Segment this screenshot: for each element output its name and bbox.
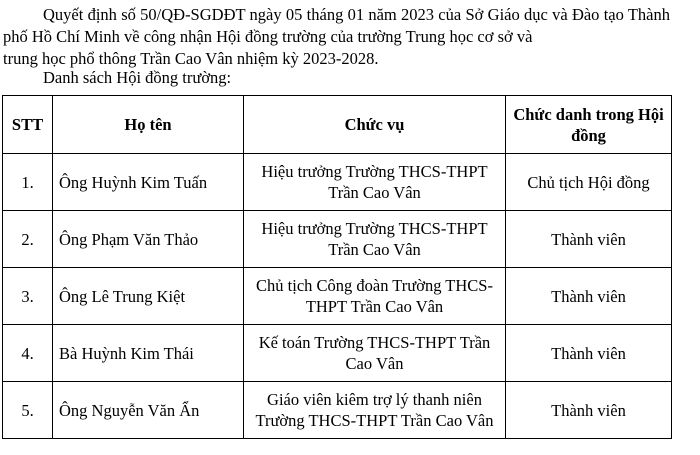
table-row (3, 325, 672, 382)
cell-role: Thành viên (506, 268, 672, 325)
header-role: Chức danh trong Hội đồng (506, 96, 672, 154)
table-row (3, 382, 672, 439)
cell-stt: 4. (3, 325, 53, 382)
cell-role: Thành viên (506, 382, 672, 439)
cell-role: Thành viên (506, 211, 672, 268)
council-table (2, 95, 672, 439)
cell-name: Ông Phạm Văn Thảo (53, 211, 244, 268)
cell-role: Thành viên (506, 325, 672, 382)
cell-stt: 5. (3, 382, 53, 439)
cell-position: Chủ tịch Công đoàn Trường THCS-THPT Trần Cao Vân (244, 268, 506, 325)
table-row (3, 268, 672, 325)
intro-paragraph (3, 4, 670, 70)
cell-position: Hiệu trưởng Trường THCS-THPT Trần Cao Vân (244, 154, 506, 211)
cell-stt: 1. (3, 154, 53, 211)
cell-position: Kế toán Trường THCS-THPT Trần Cao Vân (244, 325, 506, 382)
cell-position: Giáo viên kiêm trợ lý thanh niên Trường THCS-THPT Trần Cao Vân (244, 382, 506, 439)
cell-role: Chủ tịch Hội đồng (506, 154, 672, 211)
table-row (3, 211, 672, 268)
cell-name: Ông Nguyễn Văn Ẩn (53, 382, 244, 439)
list-label: Danh sách Hội đồng trường: (43, 68, 232, 87)
cell-stt: 2. (3, 211, 53, 268)
cell-name: Ông Lê Trung Kiệt (53, 268, 244, 325)
table-header-row (3, 96, 672, 154)
header-name: Họ tên (53, 96, 244, 154)
intro-line: Quyết định số 50/QĐ-SGDĐT ngày 05 tháng 01 năm 2023 của Sở Giáo dục và Đào tạo Thành phố Hồ Chí Minh về công nhận Hội đồng trường của trường Trung học cơ sở và (3, 5, 670, 46)
cell-stt: 3. (3, 268, 53, 325)
cell-position: Hiệu trưởng Trường THCS-THPT Trần Cao Vân (244, 211, 506, 268)
header-position: Chức vụ (244, 96, 506, 154)
cell-name: Ông Huỳnh Kim Tuấn (53, 154, 244, 211)
table-row (3, 154, 672, 211)
intro-line-end: trung học phổ thông Trần Cao Vân nhiệm kỳ 2023-2028. (3, 49, 379, 68)
cell-name: Bà Huỳnh Kim Thái (53, 325, 244, 382)
header-stt: STT (3, 96, 53, 154)
